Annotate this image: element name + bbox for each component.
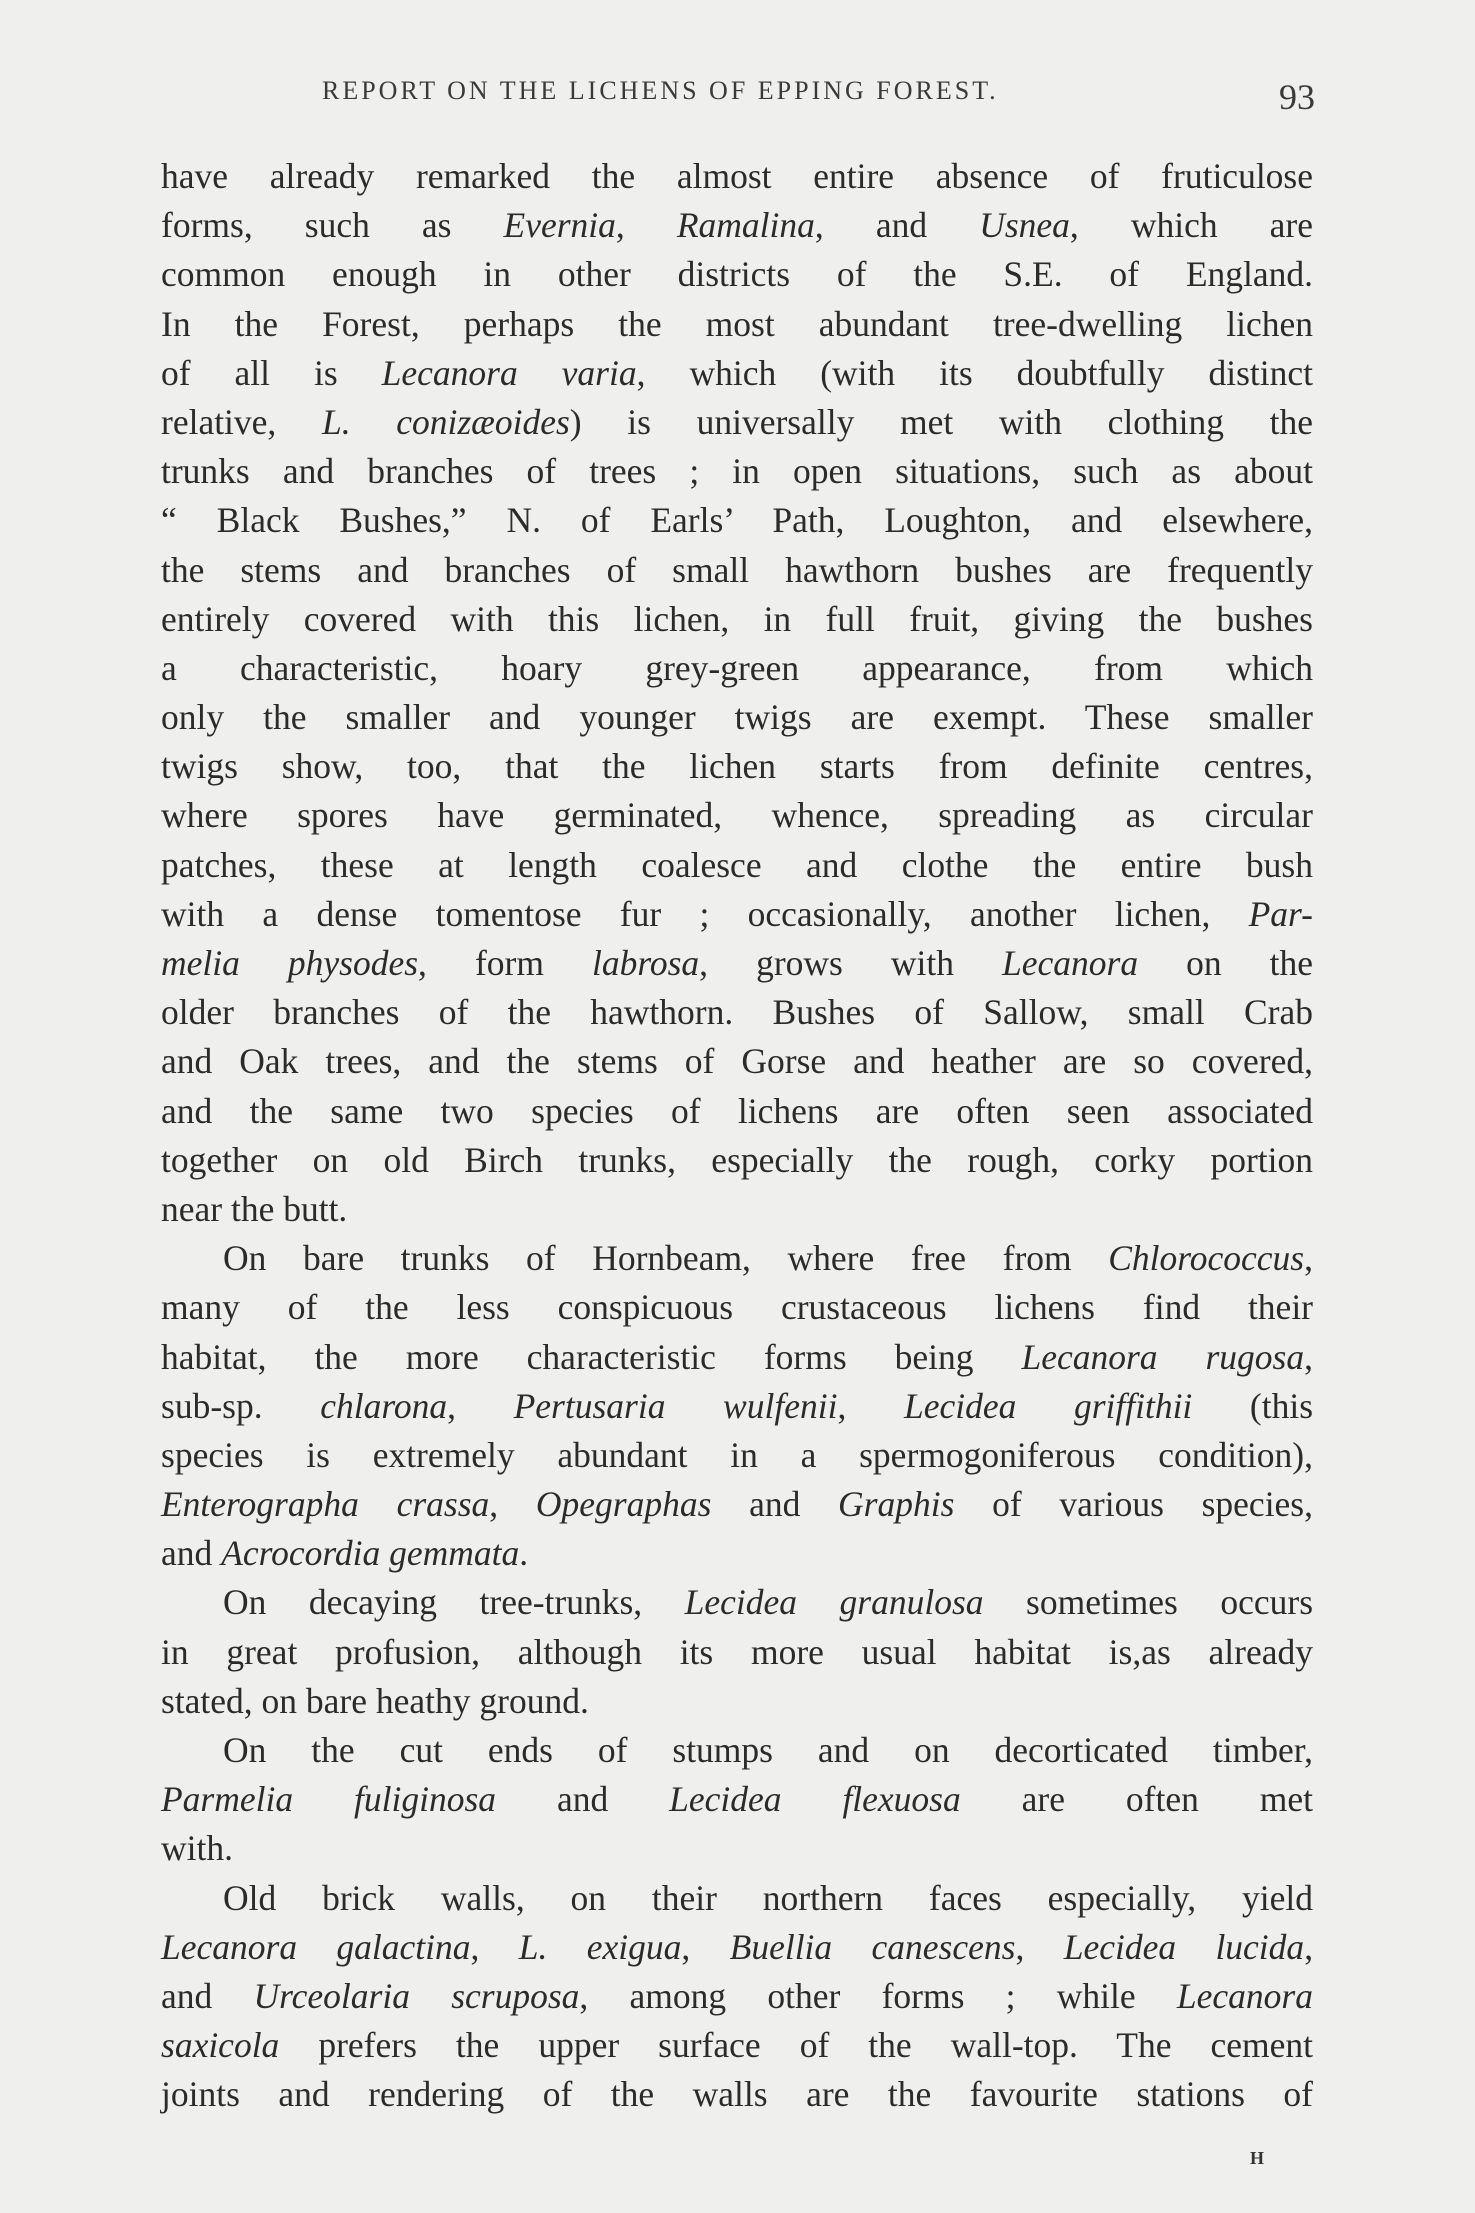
- text-line: only the smaller and younger twigs are exempt. These smaller: [161, 697, 1313, 738]
- text-line: many of the less conspicuous crustaceous lichens find their: [161, 1287, 1313, 1328]
- text-line: patches, these at length coalesce and clothe the entire bush: [161, 844, 1313, 885]
- signature-mark: H: [1250, 2148, 1266, 2168]
- text-line: trunks and branches of trees ; in open situations, such as about: [161, 451, 1313, 492]
- text-line: species is extremely abundant in a spermogoniferous condition),: [161, 1434, 1313, 1475]
- text-line: older branches of the hawthorn. Bushes of Sallow, small Crab: [161, 992, 1313, 1033]
- text-line: of all is Lecanora varia, which (with its doubtfully distinct: [161, 352, 1314, 393]
- text-line: twigs show, too, that the lichen starts from definite centres,: [161, 746, 1313, 787]
- text-line: On decaying tree-trunks, Lecidea granulosa sometimes occurs: [223, 1582, 1314, 1623]
- text-line: “ Black Bushes,” N. of Earls’ Path, Loughton, and elsewhere,: [161, 500, 1313, 541]
- text-line: a characteristic, hoary grey-green appearance, from which: [161, 647, 1313, 688]
- text-line: near the butt.: [161, 1188, 348, 1229]
- text-line: Old brick walls, on their northern faces especially, yield: [223, 1877, 1313, 1918]
- text-line: joints and rendering of the walls are the favourite stations of: [161, 2074, 1313, 2115]
- page-number: 93: [1279, 77, 1315, 117]
- text-line: in great profusion, although its more usual habitat is,as already: [161, 1631, 1313, 1672]
- running-title: REPORT ON THE LICHENS OF EPPING FOREST.: [322, 76, 999, 105]
- text-line: In the Forest, perhaps the most abundant tree-dwelling lichen: [161, 303, 1313, 344]
- text-line: Enterographa crassa, Opegraphas and Graphis of various species,: [161, 1484, 1314, 1525]
- text-line: common enough in other districts of the S.E. of England.: [161, 254, 1313, 295]
- text-line: forms, such as Evernia, Ramalina, and Usnea, which are: [161, 205, 1313, 246]
- text-line: entirely covered with this lichen, in full fruit, giving the bushes: [161, 598, 1313, 639]
- text-line: sub-sp. chlarona, Pertusaria wulfenii, Lecidea griffithii (this: [161, 1385, 1314, 1426]
- text-line: with.: [161, 1828, 233, 1869]
- text-line: with a dense tomentose fur ; occasionally, another lichen, Par-: [161, 893, 1313, 934]
- text-line: and Urceolaria scruposa, among other forms ; while Lecanora: [161, 1975, 1313, 2016]
- text-line: On the cut ends of stumps and on decorticated timber,: [223, 1730, 1313, 1770]
- text-line: On bare trunks of Hornbeam, where free from Chlorococcus,: [223, 1238, 1313, 1279]
- text-line: saxicola prefers the upper surface of the wall-top. The cement: [161, 2025, 1313, 2066]
- text-line: the stems and branches of small hawthorn bushes are frequently: [161, 549, 1313, 590]
- text-line: habitat, the more characteristic forms being Lecanora rugosa,: [161, 1336, 1313, 1377]
- text-line: melia physodes, form labrosa, grows with Lecanora on the: [161, 943, 1314, 983]
- text-line: together on old Birch trunks, especially the rough, corky portion: [161, 1139, 1313, 1180]
- text-line: and the same two species of lichens are often seen associated: [161, 1090, 1313, 1131]
- text-line: where spores have germinated, whence, spreading as circular: [161, 795, 1313, 836]
- text-line: relative, L. conizæoides) is universally met with clothing the: [161, 401, 1313, 442]
- text-line: have already remarked the almost entire absence of fruticulose: [161, 156, 1313, 196]
- text-line: and Acrocordia gemmata.: [161, 1533, 529, 1574]
- text-line: and Oak trees, and the stems of Gorse and heather are so covered,: [161, 1041, 1313, 1082]
- text-line: Parmelia fuliginosa and Lecidea flexuosa are often met: [161, 1779, 1313, 1820]
- text-line: Lecanora galactina, L. exigua, Buellia canescens, Lecidea lucida,: [161, 1926, 1314, 1967]
- text-line: stated, on bare heathy ground.: [161, 1680, 589, 1721]
- body-text: [161, 152, 1313, 2120]
